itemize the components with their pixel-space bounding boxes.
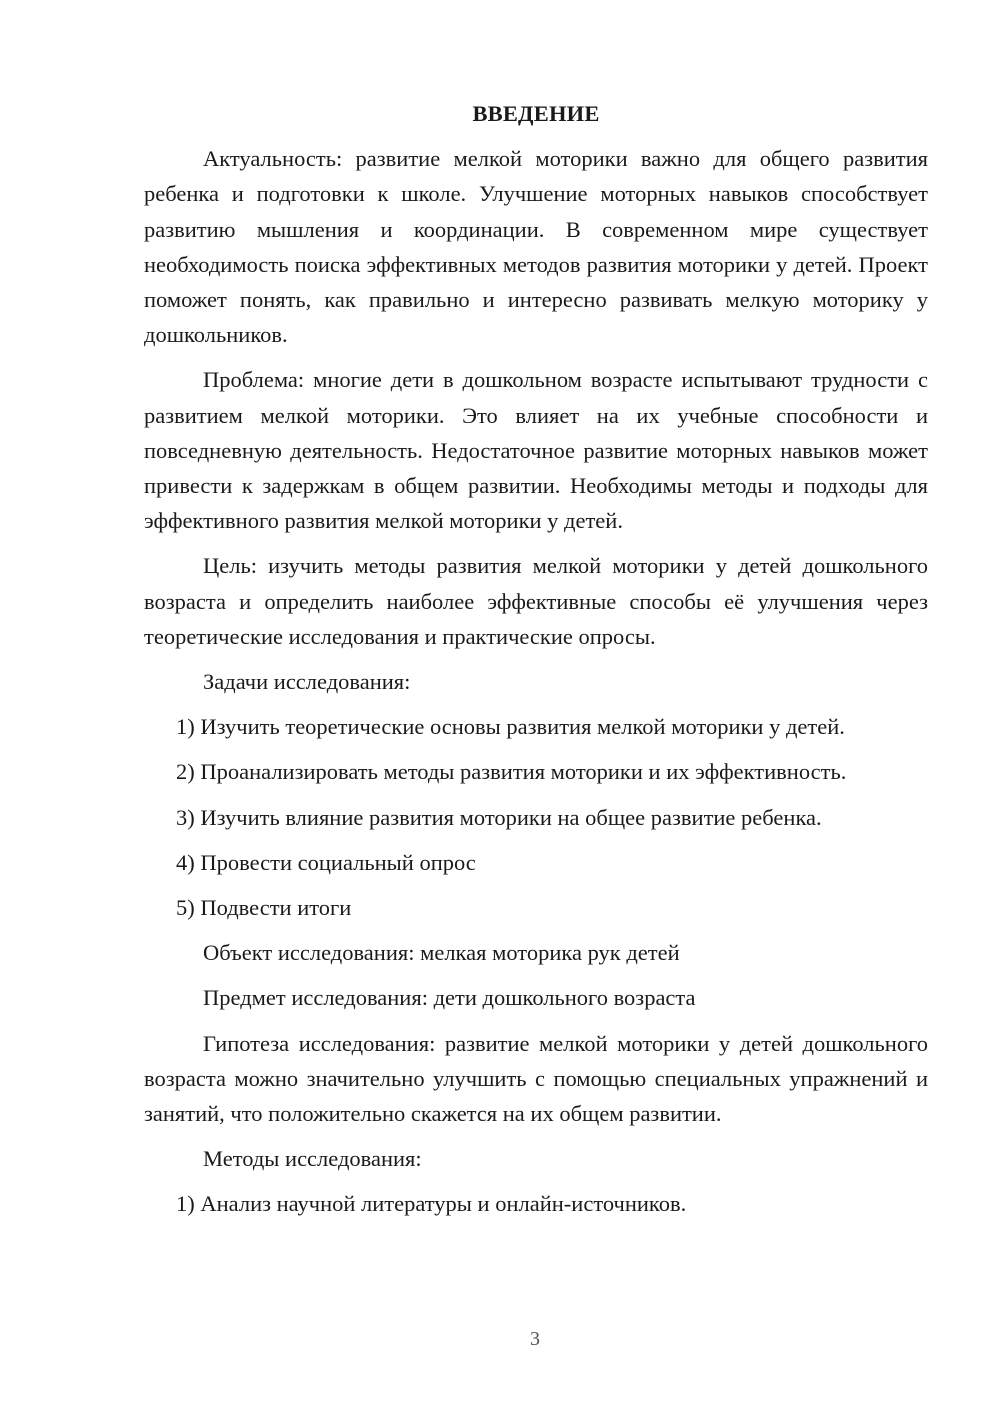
list-item: 5) Подвести итоги bbox=[176, 895, 352, 921]
document-page bbox=[144, 96, 928, 1232]
problem-paragraph: Проблема: многие дети в дошкольном возрасте испытывают трудности с развитием мелкой моторики. Это влияет на их учебные способности и повседневную деятельность. Недостаточное развитие моторных навыков может привести к задержкам в общем развитии. Необходимы методы и подходы для эффективного развития мелкой моторики у детей. bbox=[144, 367, 928, 534]
list-item: 2) Проанализировать методы развития моторики и их эффективность. bbox=[176, 759, 847, 785]
list-item: 1) Изучить теоретические основы развития мелкой моторики у детей. bbox=[176, 714, 845, 740]
page-number: 3 bbox=[530, 1328, 540, 1350]
list-item: 4) Провести социальный опрос bbox=[176, 849, 476, 875]
object-line: Объект исследования: мелкая моторика рук детей bbox=[203, 940, 680, 966]
methods-heading: Методы исследования: bbox=[203, 1146, 422, 1172]
methods-list bbox=[144, 1186, 928, 1221]
page-title: ВВЕДЕНИЕ bbox=[472, 101, 600, 126]
tasks-heading: Задачи исследования: bbox=[203, 669, 411, 695]
tasks-list bbox=[144, 709, 928, 925]
list-item: 1) Анализ научной литературы и онлайн-источников. bbox=[176, 1191, 687, 1217]
hypothesis-paragraph: Гипотеза исследования: развитие мелкой моторики у детей дошкольного возраста можно значительно улучшить с помощью специальных упражнений и занятий, что положительно скажется на их общем развитии. bbox=[144, 1030, 928, 1127]
list-item: 3) Изучить влияние развития моторики на общее развитие ребенка. bbox=[176, 804, 822, 830]
subject-line: Предмет исследования: дети дошкольного возраста bbox=[203, 985, 696, 1011]
relevance-paragraph: Актуальность: развитие мелкой моторики важно для общего развития ребенка и подготовки к школе. Улучшение моторных навыков способствует развитию мышления и координации. В современном мире существует необходимость поиска эффективных методов развития моторики у детей. Проект поможет понять, как правильно и интересно развивать мелкую моторику у дошкольников. bbox=[144, 146, 928, 348]
goal-paragraph: Цель: изучить методы развития мелкой моторики у детей дошкольного возраста и определить наиболее эффективные способы её улучшения через теоретические исследования и практические опросы. bbox=[144, 553, 928, 649]
